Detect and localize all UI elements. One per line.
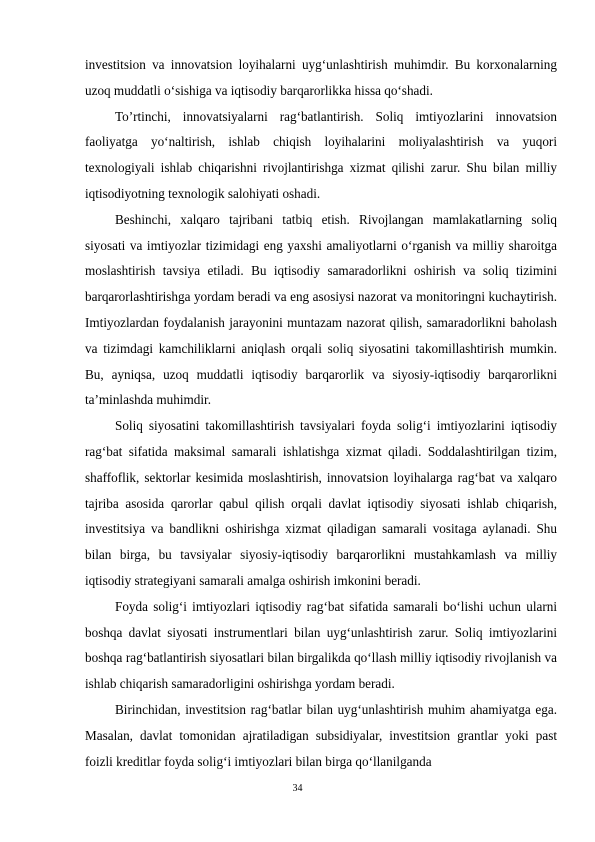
paragraph-2: To’rtinchi, innovatsiyalarni rag‘batlantirish. Soliq imtiyozlarini innovatsion faoliyatga yo‘naltirish, ishlab chiqish loyihalarini moliyalashtirish va yuqori texnologiyali ishlab chiqarishni rivojlantirishga xizmat qilishi zarur. Shu bilan milliy iqtisodiyotning texnologik salohiyati oshadi.	[85, 108, 557, 201]
paragraph-5: Foyda solig‘i imtiyozlari iqtisodiy rag‘bat sifatida samarali bo‘lishi uchun ularni boshqa davlat siyosati instrumentlari bilan uyg‘unlashtirish zarur. Soliq imtiyozlarini boshqa rag‘batlantirish siyosatlari bilan birgalikda qo‘llash milliy iqtisodiy rivojlanish va ishlab chiqarish samaradorligini oshirishga yordam beradi.	[85, 598, 557, 692]
paragraph-3: Beshinchi, xalqaro tajribani tatbiq etish. Rivojlangan mamlakatlarning soliq siyosati va imtiyozlar tizimidagi eng yaxshi amaliyotlarni o‘rganish va milliy sharoitga moslashtirish tavsiya etiladi. Bu iqtisodiy samaradorlikni oshirish va soliq tizimini barqarorlashtirishga yordam beradi va eng asosiysi nazorat va monitoringni kuchaytirish. Imtiyozlardan foydalanish jarayonini muntazam nazorat qilish, samaradorlikni baholash va tizimdagi kamchiliklarni aniqlash orqali soliq siyosatini takomillashtirish mumkin. Bu, ayniqsa, uzoq muddatli iqtisodiy barqarorlik va siyosiy-iqtisodiy barqarorlikni ta’minlashda muhimdir.	[85, 211, 557, 408]
page-body	[85, 52, 557, 774]
paragraph-6: Birinchidan, investitsion rag‘batlar bilan uyg‘unlashtirish muhim ahamiyatga ega. Masalan, davlat tomonidan ajratiladigan subsidiyalar, investitsion grantlar yoki past foizli kreditlar foyda solig‘i imtiyozlari bilan birga qo‘llanilganda	[85, 701, 557, 769]
paragraph-4: Soliq siyosatini takomillashtirish tavsiyalari foyda solig‘i imtiyozlarini iqtisodiy rag‘bat sifatida maksimal samarali ishlatishga xizmat qiladi. Soddalashtirilgan tizim, shaffoflik, sektorlar kesimida moslashtirish, innovatsion loyihalarga rag‘bat va xalqaro tajriba asosida qarorlar qabul qilish orqali davlat iqtisodiy siyosati ishlab chiqarish, investitsiya va bandlikni oshirishga xizmat qiladigan samarali vositaga aylanadi. Shu bilan birga, bu tavsiyalar siyosiy-iqtisodiy barqarorlikni mustahkamlash va milliy iqtisodiy strategiyani samarali amalga oshirish imkonini beradi.	[85, 418, 557, 588]
page-number: 34	[292, 783, 303, 794]
paragraph-1: investitsion va innovatsion loyihalarni uyg‘unlashtirish muhimdir. Bu korxonalarning uzoq muddatli o‘sishiga va iqtisodiy barqarorlikka hissa qo‘shadi.	[85, 57, 557, 98]
